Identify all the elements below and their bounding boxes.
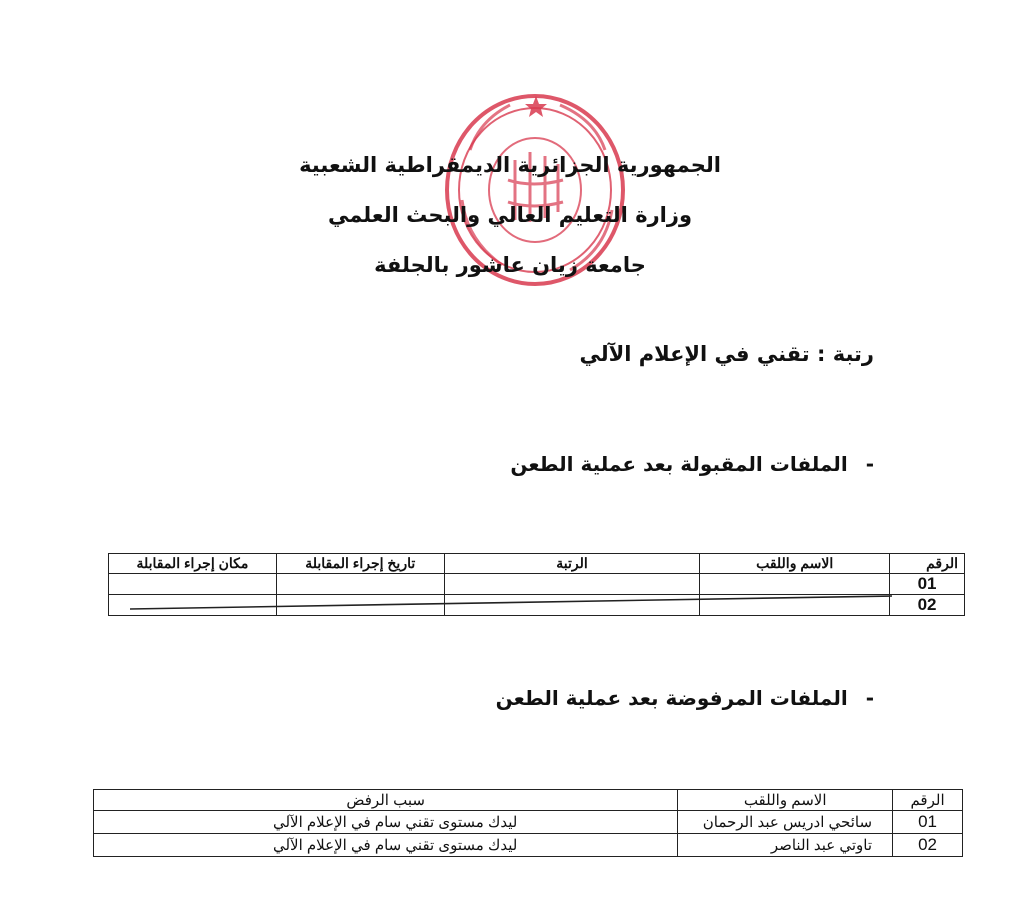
table-header-row <box>109 554 965 574</box>
col-name: الاسم واللقب <box>700 554 890 574</box>
table-header-row <box>94 790 963 811</box>
header-republic: الجمهورية الجزائرية الديمقراطية الشعبية <box>299 153 721 177</box>
cell <box>276 595 444 616</box>
bullet-dash: - <box>865 686 874 710</box>
row-name: تاوتي عبد الناصر <box>678 834 893 857</box>
cell <box>276 574 444 595</box>
rank-title: رتبة : تقني في الإعلام الآلي <box>579 342 874 366</box>
cell <box>444 574 700 595</box>
document-header <box>250 140 770 290</box>
row-number: 01 <box>890 574 965 595</box>
cell <box>444 595 700 616</box>
table-row <box>109 574 965 595</box>
cell <box>700 574 890 595</box>
accepted-heading-text: الملفات المقبولة بعد عملية الطعن <box>510 452 848 476</box>
bullet-dash: - <box>865 452 874 476</box>
col-number: الرقم <box>893 790 963 811</box>
col-name: الاسم واللقب <box>678 790 893 811</box>
rejected-table <box>93 789 963 857</box>
accepted-table <box>108 553 965 616</box>
col-interview-place: مكان إجراء المقابلة <box>109 554 277 574</box>
header-ministry: وزارة التعليم العالي والبحث العلمي <box>327 203 693 227</box>
cell <box>109 595 277 616</box>
row-number: 02 <box>893 834 963 857</box>
row-number: 02 <box>890 595 965 616</box>
header-university: جامعة زيان عاشور بالجلفة <box>374 253 646 277</box>
row-reason: ليدك مستوى تقني سام في الإعلام الآلي <box>94 834 678 857</box>
row-reason: ليدك مستوى تقني سام في الإعلام الآلي <box>94 811 678 834</box>
row-number: 01 <box>893 811 963 834</box>
rejected-heading-text: الملفات المرفوضة بعد عملية الطعن <box>495 686 848 710</box>
table-row <box>94 834 963 857</box>
col-rejection-reason: سبب الرفض <box>94 790 678 811</box>
cell <box>700 595 890 616</box>
col-number: الرقم <box>890 554 965 574</box>
accepted-heading <box>510 452 874 476</box>
col-rank: الرتبة <box>444 554 700 574</box>
table-row <box>109 595 965 616</box>
row-name: سائحي ادريس عبد الرحمان <box>678 811 893 834</box>
cell <box>109 574 277 595</box>
rejected-heading <box>496 686 874 710</box>
table-row <box>94 811 963 834</box>
col-interview-date: تاريخ إجراء المقابلة <box>276 554 444 574</box>
